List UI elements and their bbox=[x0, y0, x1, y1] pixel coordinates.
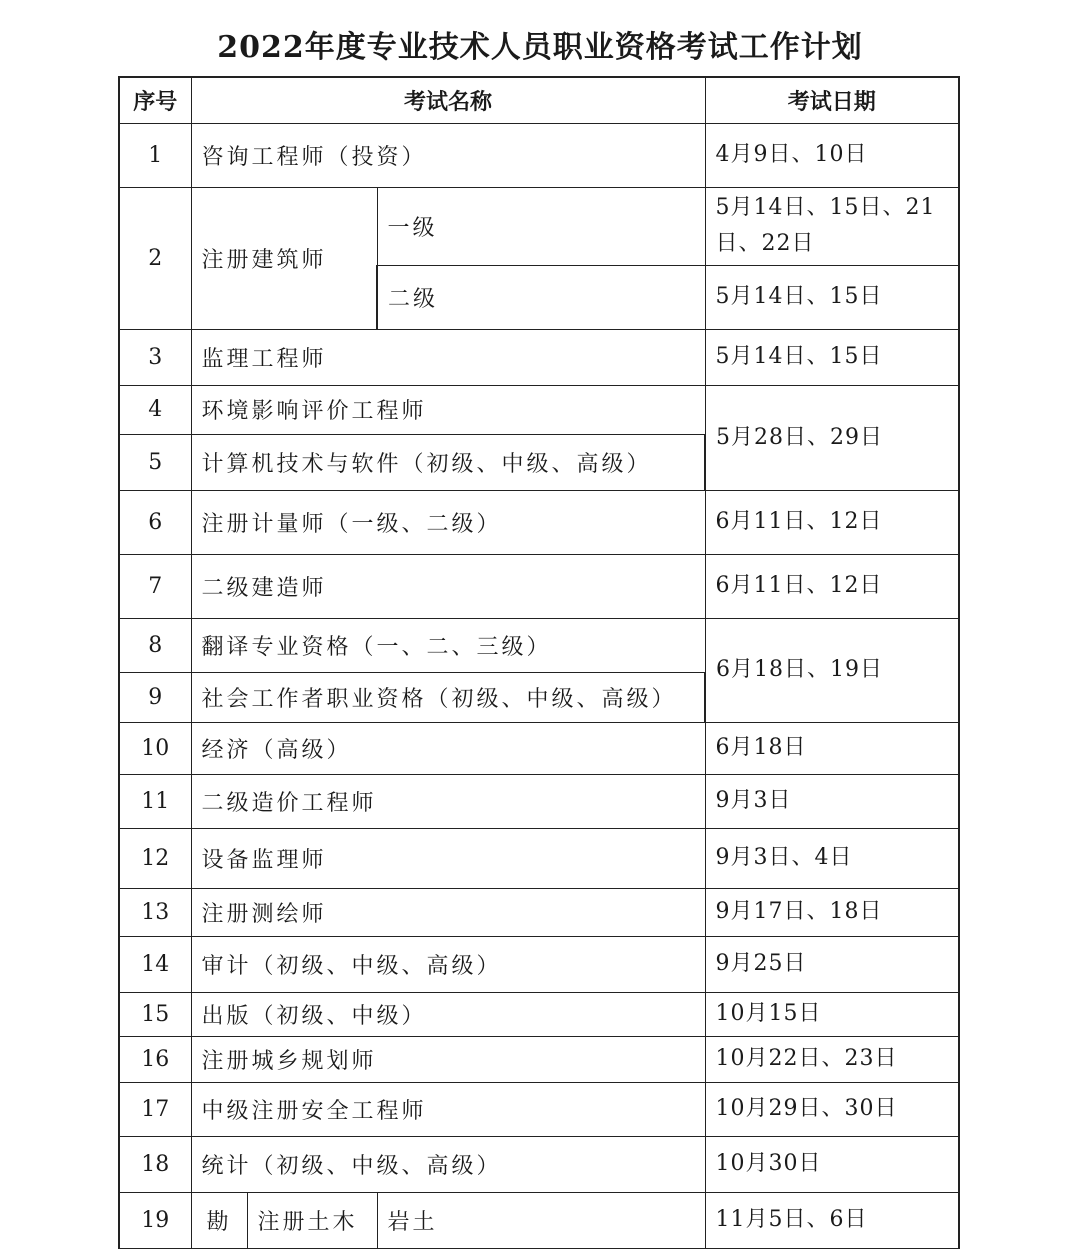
row-seq: 12 bbox=[119, 828, 191, 888]
exam-level: 一级 bbox=[377, 187, 705, 265]
table-row bbox=[119, 774, 959, 828]
row-seq: 17 bbox=[119, 1082, 191, 1136]
row-seq: 5 bbox=[119, 434, 191, 490]
exam-name: 注册土木 bbox=[247, 1192, 377, 1248]
exam-name: 注册计量师（一级、二级） bbox=[191, 490, 705, 554]
table-row bbox=[119, 828, 959, 888]
table-row bbox=[119, 992, 959, 1036]
table-row bbox=[119, 1136, 959, 1192]
row-seq: 18 bbox=[119, 1136, 191, 1192]
exam-date: 6月11日、12日 bbox=[705, 490, 959, 554]
exam-level: 二级 bbox=[377, 265, 705, 329]
table-row bbox=[119, 123, 959, 187]
exam-name: 翻译专业资格（一、二、三级） bbox=[191, 618, 705, 672]
exam-date: 6月11日、12日 bbox=[705, 554, 959, 618]
exam-name: 出版（初级、中级） bbox=[191, 992, 705, 1036]
exam-name: 经济（高级） bbox=[191, 722, 705, 774]
table-row bbox=[119, 490, 959, 554]
table-row bbox=[119, 722, 959, 774]
header-seq: 序号 bbox=[119, 77, 191, 123]
exam-name: 注册测绘师 bbox=[191, 888, 705, 936]
exam-name: 统计（初级、中级、高级） bbox=[191, 1136, 705, 1192]
row-seq: 4 bbox=[119, 385, 191, 434]
table-row bbox=[119, 618, 959, 672]
table-row bbox=[119, 329, 959, 385]
row-seq: 11 bbox=[119, 774, 191, 828]
table-row bbox=[119, 936, 959, 992]
exam-name: 监理工程师 bbox=[191, 329, 705, 385]
exam-schedule-table bbox=[118, 76, 960, 1249]
exam-name: 咨询工程师（投资） bbox=[191, 123, 705, 187]
row-seq: 10 bbox=[119, 722, 191, 774]
row-seq: 19 bbox=[119, 1192, 191, 1248]
exam-name: 注册城乡规划师 bbox=[191, 1036, 705, 1082]
table-row bbox=[119, 1082, 959, 1136]
exam-name: 计算机技术与软件（初级、中级、高级） bbox=[191, 434, 705, 490]
row-seq: 9 bbox=[119, 672, 191, 722]
row-seq: 13 bbox=[119, 888, 191, 936]
row-seq: 3 bbox=[119, 329, 191, 385]
exam-date: 10月15日 bbox=[705, 992, 959, 1036]
exam-date: 4月9日、10日 bbox=[705, 123, 959, 187]
table-row bbox=[119, 554, 959, 618]
exam-subspecialty: 岩土 bbox=[377, 1192, 705, 1248]
header-name: 考试名称 bbox=[191, 77, 705, 123]
row-seq: 2 bbox=[119, 187, 191, 329]
table-row bbox=[119, 385, 959, 434]
exam-date: 10月22日、23日 bbox=[705, 1036, 959, 1082]
exam-date: 9月25日 bbox=[705, 936, 959, 992]
exam-date: 11月5日、6日 bbox=[705, 1192, 959, 1248]
exam-name: 设备监理师 bbox=[191, 828, 705, 888]
table-row bbox=[119, 888, 959, 936]
row-seq: 16 bbox=[119, 1036, 191, 1082]
exam-date: 6月18日、19日 bbox=[705, 618, 959, 722]
row-seq: 6 bbox=[119, 490, 191, 554]
header-date: 考试日期 bbox=[705, 77, 959, 123]
row-seq: 1 bbox=[119, 123, 191, 187]
row-seq: 7 bbox=[119, 554, 191, 618]
table-row bbox=[119, 1036, 959, 1082]
exam-date: 10月30日 bbox=[705, 1136, 959, 1192]
table-row bbox=[119, 1192, 959, 1248]
exam-category: 勘 bbox=[191, 1192, 247, 1248]
exam-date: 9月3日、4日 bbox=[705, 828, 959, 888]
exam-name: 审计（初级、中级、高级） bbox=[191, 936, 705, 992]
exam-date: 6月18日 bbox=[705, 722, 959, 774]
exam-date: 5月14日、15日、21日、22日 bbox=[705, 187, 959, 265]
exam-date: 5月14日、15日 bbox=[705, 329, 959, 385]
exam-date: 9月3日 bbox=[705, 774, 959, 828]
exam-name: 中级注册安全工程师 bbox=[191, 1082, 705, 1136]
exam-name: 二级建造师 bbox=[191, 554, 705, 618]
exam-name: 注册建筑师 bbox=[191, 187, 377, 329]
document-title: 2022年度专业技术人员职业资格考试工作计划 bbox=[217, 30, 863, 65]
row-seq: 15 bbox=[119, 992, 191, 1036]
exam-name: 环境影响评价工程师 bbox=[191, 385, 705, 434]
row-seq: 14 bbox=[119, 936, 191, 992]
exam-name: 社会工作者职业资格（初级、中级、高级） bbox=[191, 672, 705, 722]
table-row bbox=[119, 187, 959, 265]
exam-name: 二级造价工程师 bbox=[191, 774, 705, 828]
exam-date: 5月14日、15日 bbox=[705, 265, 959, 329]
exam-date: 10月29日、30日 bbox=[705, 1082, 959, 1136]
row-seq: 8 bbox=[119, 618, 191, 672]
exam-date: 5月28日、29日 bbox=[705, 385, 959, 490]
header-row bbox=[119, 77, 959, 123]
exam-date: 9月17日、18日 bbox=[705, 888, 959, 936]
